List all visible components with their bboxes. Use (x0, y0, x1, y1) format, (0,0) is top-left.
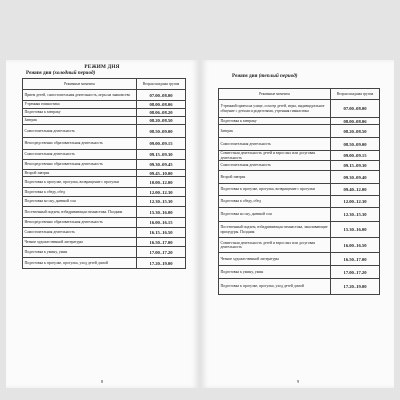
table-row (219, 100, 380, 118)
page-title: РЕЖИМ ДНЯ (84, 64, 120, 70)
table-row (219, 138, 380, 151)
activity-cell: Чтение художественной литературы (23, 238, 137, 247)
table-row (219, 125, 380, 138)
table-row (23, 218, 186, 228)
activity-cell: Завтрак (219, 125, 331, 138)
time-cell: 09.00–09.15 (331, 151, 380, 161)
time-cell: 10.00–12.00 (137, 177, 186, 188)
table-row (23, 125, 186, 138)
activity-cell: Подготовка ко сну, дневной сон (219, 208, 331, 222)
activity-cell: Утренний прием на улице, осмотр детей, игры, индивидуальное общение с детьми и родителями, утренняя гимнастика (219, 100, 331, 118)
time-cell: 08.50–09.00 (137, 125, 186, 138)
table-row (219, 151, 380, 161)
time-cell: 08.50–09.00 (331, 138, 380, 151)
page-number: 8 (100, 379, 104, 384)
table-row (23, 188, 186, 197)
time-cell: 16.00–16.15 (137, 218, 186, 228)
table-row (219, 184, 380, 196)
time-cell: 16.15–16.50 (137, 228, 186, 238)
activity-cell: Второй завтрак (219, 171, 331, 184)
time-cell: 17.00–17.20 (331, 266, 380, 279)
page-right (202, 60, 394, 388)
time-cell: 09.00–09.15 (137, 138, 186, 150)
time-cell: 08.00–08.06 (331, 118, 380, 125)
schedule-table-cold (22, 78, 186, 269)
time-cell: 09.40–12.00 (331, 184, 380, 196)
table-row (23, 170, 186, 177)
time-cell: 08.00–08.06 (137, 101, 186, 109)
activity-cell: Второй завтрак (23, 170, 137, 177)
activity-cell: Подготовка ко сну, дневной сон (23, 197, 137, 207)
table-row (23, 90, 186, 101)
header-group: Вторая младшая группа (331, 89, 380, 100)
activity-cell: Самостоятельная деятельность (23, 150, 137, 160)
activity-cell: Совместная деятельность детей и взрослых или досуговая деятельность (219, 151, 331, 161)
subtitle-prefix: Режим дня (26, 70, 53, 76)
table-header-row (23, 79, 186, 90)
time-cell: 12.30–15.30 (331, 208, 380, 222)
title-block-right (202, 73, 394, 79)
time-cell: 15.30–16.00 (331, 222, 380, 238)
header-activity: Режимные моменты (219, 89, 331, 100)
table-header-row (219, 89, 380, 100)
table-row (23, 228, 186, 238)
table-row (23, 177, 186, 188)
time-cell: 12.30–15.30 (137, 197, 186, 207)
subtitle-warm (202, 73, 394, 79)
table-row (23, 238, 186, 247)
table-row (23, 247, 186, 258)
activity-cell: Чтение художественной литературы (219, 253, 331, 266)
activity-cell: Самостоятельная деятельность (219, 161, 331, 171)
table-row (23, 160, 186, 170)
activity-cell: Подготовка к прогулке, прогулка, возвращение с прогулки (23, 177, 137, 188)
table-row (219, 171, 380, 184)
time-cell: 08.20–08.50 (137, 117, 186, 125)
activity-cell: Подготовка к обеду, обед (23, 188, 137, 197)
activity-cell: Подготовка к завтраку (23, 109, 137, 117)
time-cell: 07.00–08.00 (331, 100, 380, 118)
table-row (23, 197, 186, 207)
table-row (219, 266, 380, 279)
activity-cell: Непосредственно образовательная деятельность (23, 218, 137, 228)
time-cell: 09.15–09.30 (331, 161, 380, 171)
activity-cell: Самостоятельная деятельность (219, 138, 331, 151)
time-cell: 16.50–17.00 (137, 238, 186, 247)
table-row (219, 208, 380, 222)
table-row (219, 196, 380, 208)
header-activity: Режимные моменты (23, 79, 137, 90)
table-body (23, 90, 186, 269)
title-block-left (6, 64, 198, 76)
table-row (23, 138, 186, 150)
table-row (219, 118, 380, 125)
activity-cell: Подготовка к обеду, обед (219, 196, 331, 208)
table-row (219, 222, 380, 238)
activity-cell: Постепенный подъем, взбадривающая гимнастика. Полдник (23, 207, 137, 218)
table-row (23, 207, 186, 218)
table-row (219, 161, 380, 171)
time-cell: 09.30–09.45 (137, 160, 186, 170)
schedule-table-warm (218, 88, 380, 295)
activity-cell: Утренняя гимнастика (23, 101, 137, 109)
table-row (23, 150, 186, 160)
time-cell: 12.00–12.30 (331, 196, 380, 208)
activity-cell: Подготовка к прогулке, прогулка, уход детей домой (23, 258, 137, 269)
time-cell: 08.06–08.20 (137, 109, 186, 117)
subtitle-season: (холодный период) (52, 70, 96, 76)
subtitle-cold (6, 70, 198, 76)
activity-cell: Самостоятельная деятельность (23, 125, 137, 138)
activity-cell: Непосредственно образовательная деятельность (23, 160, 137, 170)
table-row (219, 238, 380, 253)
time-cell: 17.00–17.20 (137, 247, 186, 258)
page-left (6, 60, 198, 388)
time-cell: 09.45–10.00 (137, 170, 186, 177)
activity-cell: Подготовка к прогулке, прогулка, уход детей домой (219, 279, 331, 295)
time-cell: 17.20–19.00 (331, 279, 380, 295)
subtitle-season: (теплый период) (258, 73, 298, 79)
activity-cell: Завтрак (23, 117, 137, 125)
table-row (23, 109, 186, 117)
activity-cell: Подготовка к завтраку (219, 118, 331, 125)
table-row (23, 101, 186, 109)
time-cell: 07.00–08.00 (137, 90, 186, 101)
time-cell: 15.30–16.00 (137, 207, 186, 218)
table-row (219, 279, 380, 295)
activity-cell: Подготовка к ужину, ужин (23, 247, 137, 258)
time-cell: 16.50–17.00 (331, 253, 380, 266)
activity-cell: Подготовка к прогулке, прогулка, возвращение с прогулки (219, 184, 331, 196)
activity-cell: Непосредственно образовательная деятельность (23, 138, 137, 150)
time-cell: 08.20–08.50 (331, 125, 380, 138)
time-cell: 17.20–19.00 (137, 258, 186, 269)
table-row (23, 117, 186, 125)
subtitle-prefix: Режим дня (232, 73, 259, 79)
time-cell: 09.15–09.30 (137, 150, 186, 160)
table-body (219, 100, 380, 295)
time-cell: 12.00–12.30 (137, 188, 186, 197)
time-cell: 16.00–16.50 (331, 238, 380, 253)
activity-cell: Подготовка к ужину, ужин (219, 266, 331, 279)
activity-cell: Постепенный подъем, взбадривающая гимнастика, закаливающие процедуры. Полдник (219, 222, 331, 238)
activity-cell: Прием детей, самостоятельная деятельность, игры на знакомство (23, 90, 137, 101)
header-group: Вторая младшая группа (137, 79, 186, 90)
activity-cell: Самостоятельная деятельность (23, 228, 137, 238)
table-row (23, 258, 186, 269)
page-number: 9 (296, 379, 300, 384)
table-row (219, 253, 380, 266)
activity-cell: Совместная деятельность детей и взрослых или досуговая деятельность (219, 238, 331, 253)
time-cell: 09.30–09.40 (331, 171, 380, 184)
